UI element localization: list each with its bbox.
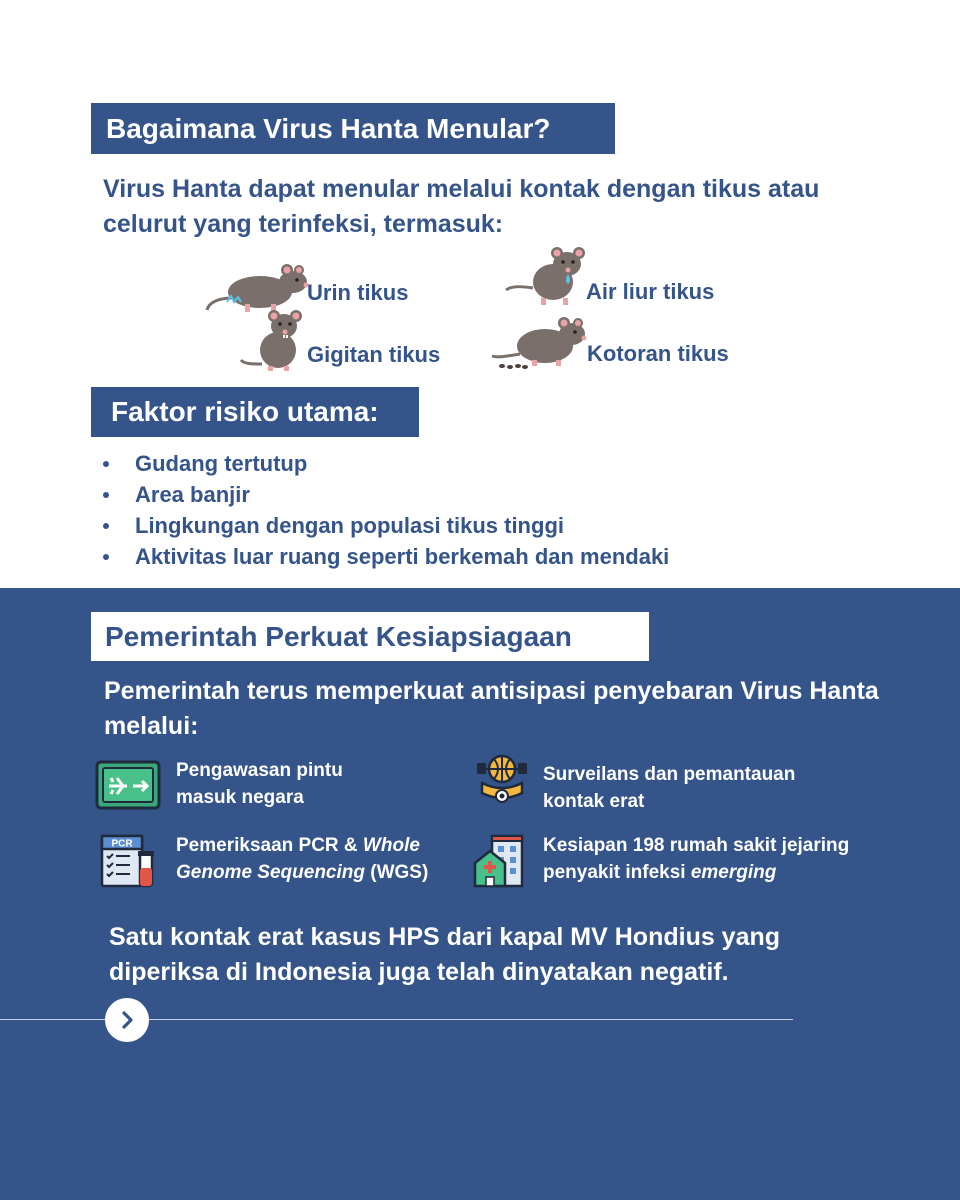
- list-item: [100, 510, 669, 541]
- item-surveillance-text: [543, 761, 795, 815]
- rat-droppings-label: Kotoran tikus: [587, 341, 729, 366]
- list-item: [100, 541, 669, 572]
- rat-bite-icon: [240, 308, 306, 372]
- risk-heading-text: Faktor risiko utama:: [111, 396, 379, 427]
- risk-item-text: Gudang tertutup: [135, 451, 308, 476]
- chevron-right-icon: [117, 1010, 137, 1030]
- rat-urine-label: Urin tikus: [307, 280, 409, 305]
- item-pcr-line1: [176, 832, 428, 859]
- government-heading: [91, 612, 649, 661]
- bullet-icon: [103, 461, 109, 467]
- item-airport-text: [176, 757, 343, 811]
- rat-droppings-icon: [490, 314, 590, 370]
- bullet-icon: [103, 492, 109, 498]
- hospital-icon: [472, 833, 526, 889]
- item-pcr-line2-b: (WGS): [364, 862, 429, 883]
- bullet-icon: [103, 523, 109, 529]
- transmission-heading: [91, 103, 615, 154]
- item-pcr-line2: [176, 859, 428, 886]
- next-button[interactable]: [105, 998, 149, 1042]
- bullet-icon: [103, 554, 109, 560]
- item-hospital-text: [543, 832, 849, 886]
- transmission-heading-text: Bagaimana Virus Hanta Menular?: [106, 112, 551, 144]
- rat-saliva-label: Air liur tikus: [586, 279, 715, 304]
- item-airport-line2: masuk negara: [176, 787, 304, 808]
- item-hospital-line1: Kesiapan 198 rumah sakit jejaring: [543, 835, 850, 856]
- risk-item-text: Aktivitas luar ruang seperti berkemah dan mendaki: [135, 544, 670, 569]
- item-pcr-text: [176, 832, 428, 886]
- risk-item-text: Lingkungan dengan populasi tikus tinggi: [135, 513, 564, 538]
- pcr-icon-text: PCR: [111, 838, 133, 850]
- item-hospital-line2-a: penyakit infeksi: [543, 862, 691, 883]
- item-pcr-line1-b: Whole: [362, 835, 420, 856]
- item-hospital-line2-b: emerging: [690, 862, 777, 883]
- list-item: [100, 448, 669, 479]
- surveillance-globe-icon: [474, 753, 530, 811]
- item-hospital-line2: [543, 859, 849, 886]
- item-airport-line1: Pengawasan pintu: [176, 760, 343, 781]
- item-surveillance-line1: Surveilans dan pemantauan: [543, 764, 796, 785]
- pcr-test-icon: [100, 834, 156, 890]
- rat-saliva-icon: [505, 244, 589, 306]
- list-item: [100, 479, 669, 510]
- government-heading-text: Pemerintah Perkuat Kesiapsiagaan: [105, 620, 572, 652]
- airport-gate-icon: [95, 760, 161, 812]
- item-pcr-line1-a: Pemeriksaan PCR &: [176, 835, 363, 856]
- transmission-intro: Virus Hanta dapat menular melalui kontak dengan tikus atau celurut yang terinfeksi, termasuk:: [103, 175, 820, 238]
- rat-bite-label: Gigitan tikus: [307, 342, 441, 367]
- item-surveillance-line2: kontak erat: [543, 791, 645, 812]
- risk-list: [100, 448, 669, 572]
- item-pcr-line2-a: Genome Sequencing: [176, 862, 365, 883]
- risk-item-text: Area banjir: [135, 482, 250, 507]
- risk-heading: [91, 387, 419, 437]
- government-intro: Pemerintah terus memperkuat antisipasi penyebaran Virus Hanta melalui:: [104, 677, 879, 740]
- closing-statement: Satu kontak erat kasus HPS dari kapal MV Hondius yang diperiksa di Indonesia juga telah dinyatakan negatif.: [109, 923, 781, 986]
